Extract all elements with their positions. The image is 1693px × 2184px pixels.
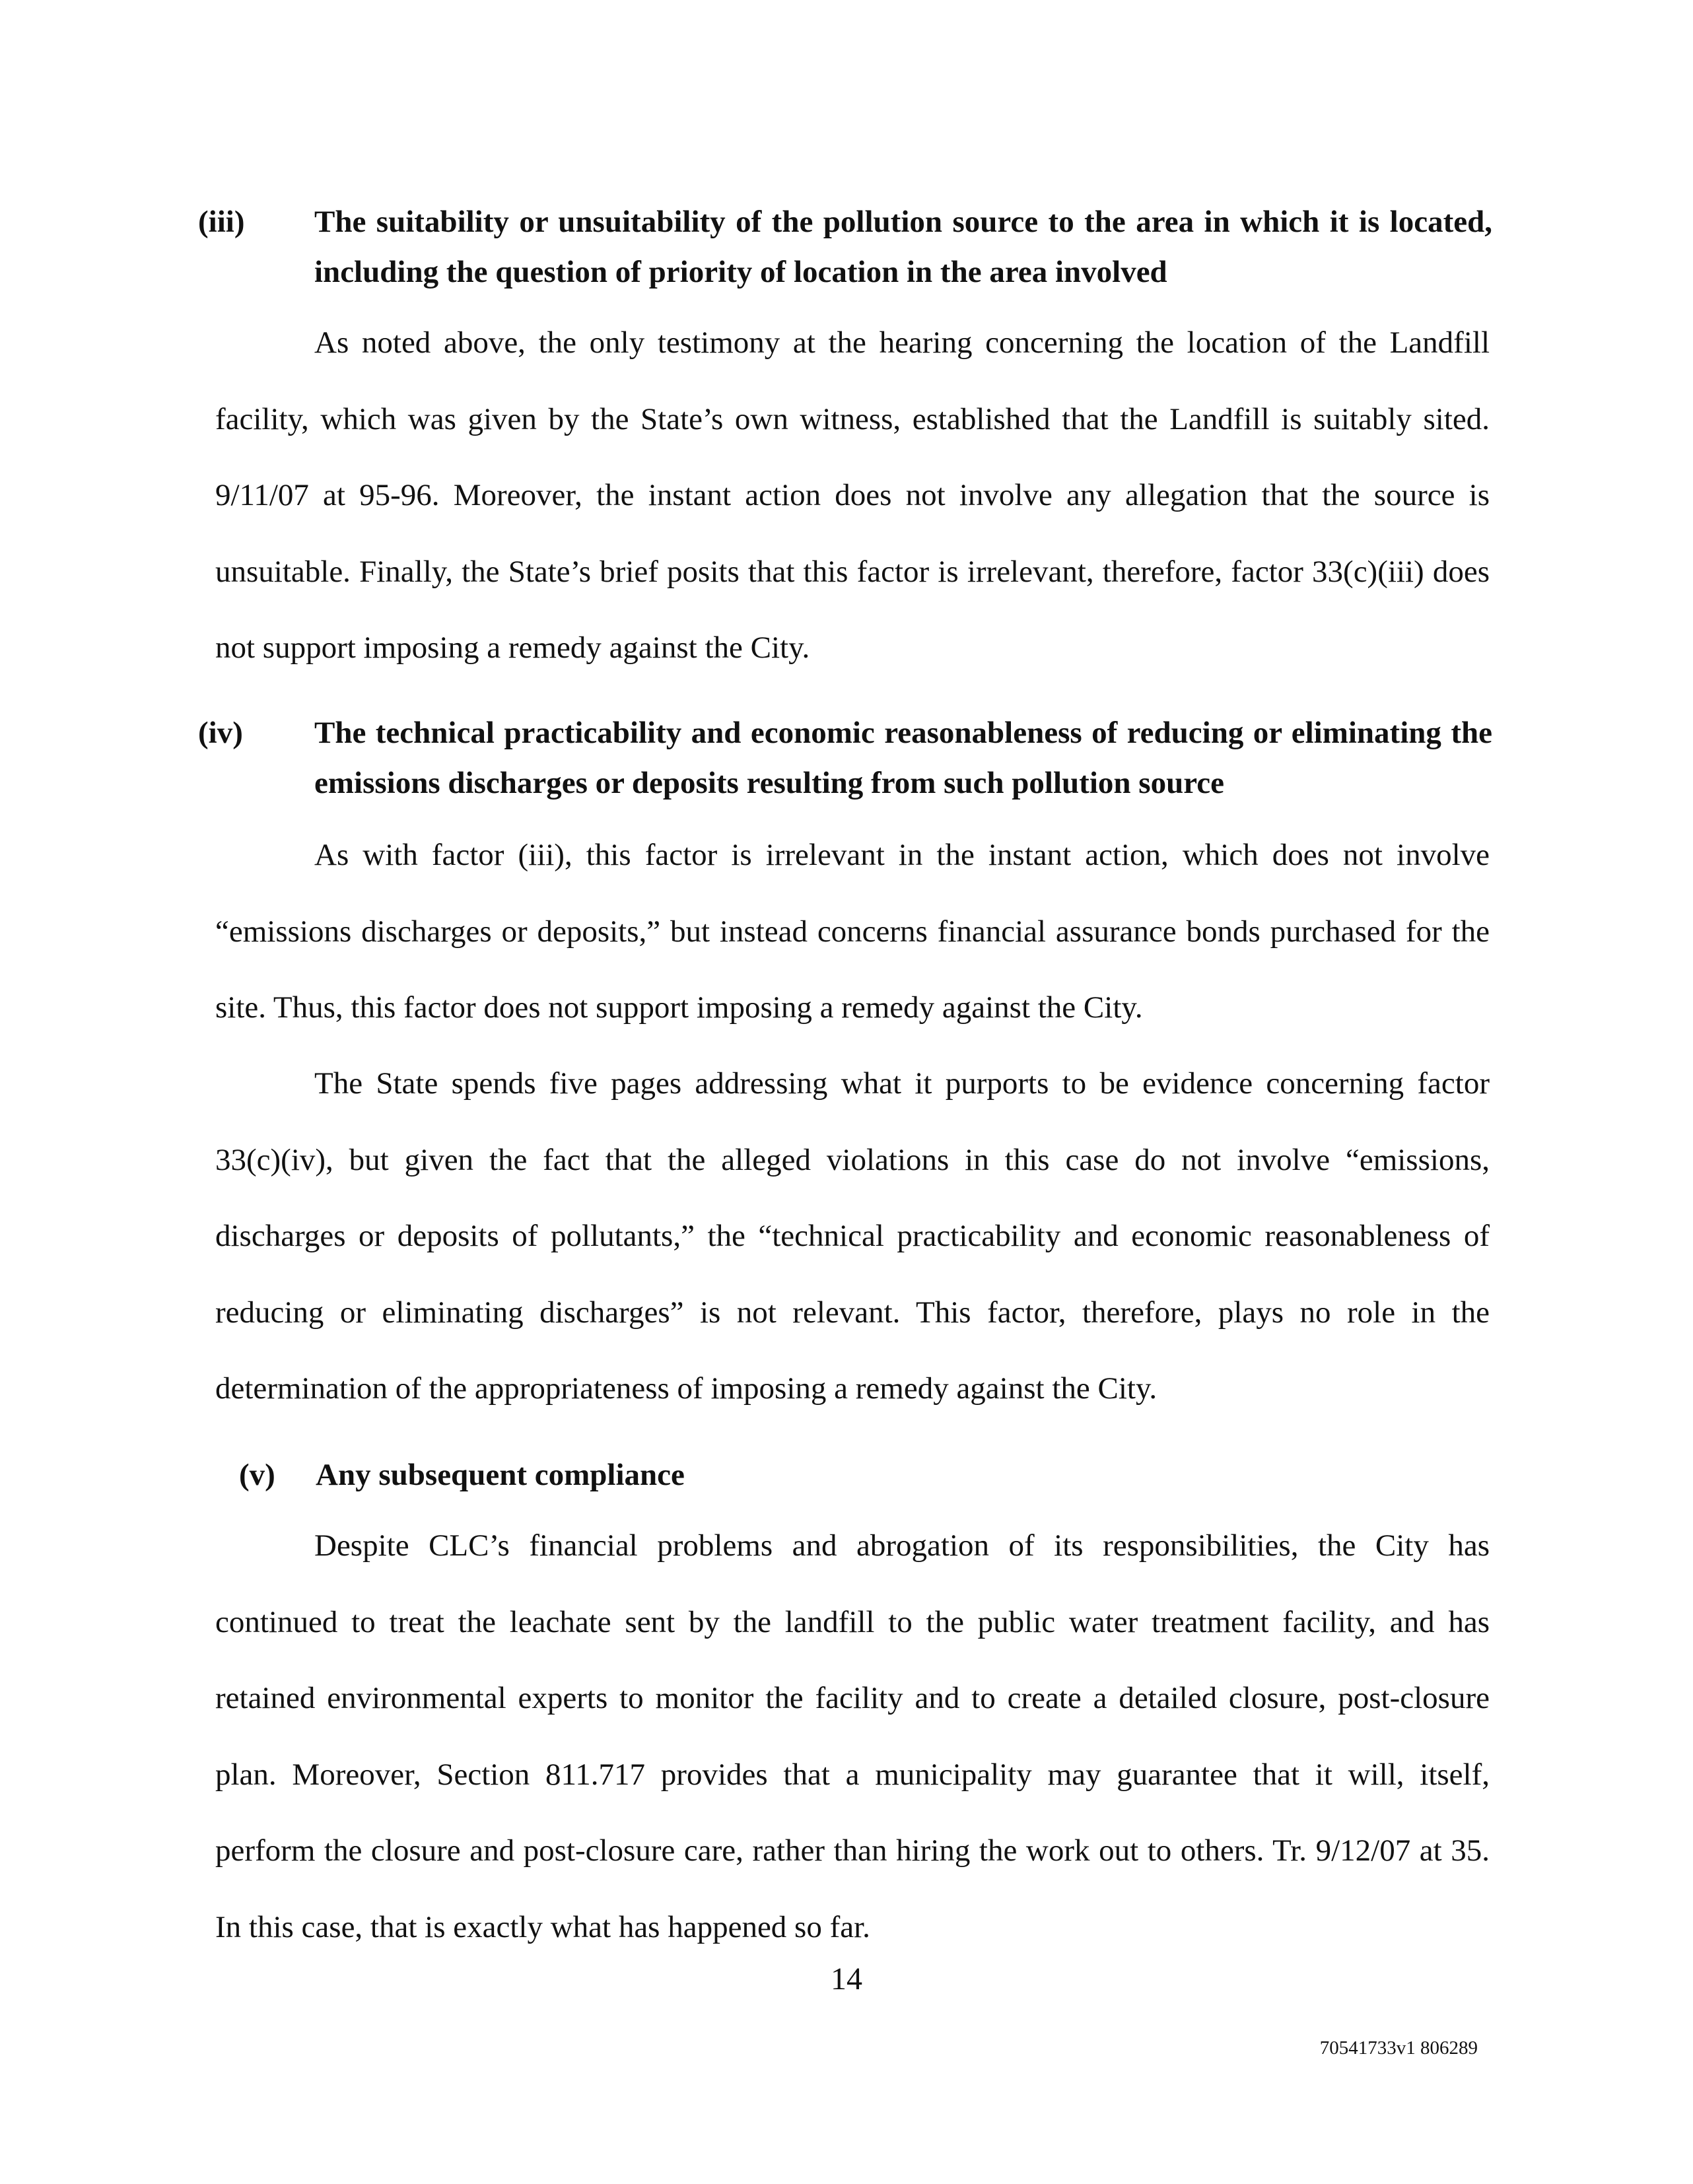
paragraph: As with factor (iii), this factor is irrelevant in the instant action, which does not involve “emissions discharges or deposits,” but instead concerns financial assurance bonds purchased for the site. Thus, this factor does not support imposing a remedy against the City. bbox=[215, 838, 1490, 1025]
paragraph: As noted above, the only testimony at the hearing concerning the location of the Landfill facility, which was given by the State’s own witness, established that the Landfill is suitably sited. 9/11/07 at 95-96. Moreover, the instant action does not involve any allegation that the source is unsuitable. Finally, the State’s brief posits that this factor is irrelevant, therefore, factor 33(c)(iii) does not support imposing a remedy against the City. bbox=[215, 325, 1490, 665]
section-number: (iii) bbox=[198, 205, 245, 239]
document-id: 70541733v1 806289 bbox=[1319, 2037, 1478, 2059]
page-number: 14 bbox=[831, 1962, 862, 1996]
section-number: (iv) bbox=[198, 716, 243, 750]
section-title: The technical practicability and economic reasonableness of reducing or eliminating the emissions discharges or deposits resulting from such pollution source bbox=[314, 716, 1492, 800]
paragraph: The State spends five pages addressing what it purports to be evidence concerning factor 33(c)(iv), but given the fact that the alleged violations in this case do not involve “emissions, discharges or deposits of pollutants,” the “technical practicability and economic reasonableness of reducing or eliminating discharges” is not relevant. This factor, therefore, plays no role in the determination of the appropriateness of imposing a remedy against the City. bbox=[215, 1066, 1490, 1406]
paragraph: Despite CLC’s financial problems and abrogation of its responsibilities, the City has continued to treat the leachate sent by the landfill to the public water treatment facility, and has retained environmental experts to monitor the facility and to create a detailed closure, post-closure plan. Moreover, Section 811.717 provides that a municipality may guarantee that it will, itself, perform the closure and post-closure care, rather than hiring the work out to others. Tr. 9/12/07 at 35. In this case, that is exactly what has happened so far. bbox=[215, 1528, 1490, 1944]
section-title: The suitability or unsuitability of the pollution source to the area in which it is located, including the question of priority of location in the area involved bbox=[314, 205, 1492, 289]
section-title: Any subsequent compliance bbox=[316, 1458, 685, 1492]
section-number: (v) bbox=[239, 1458, 275, 1492]
